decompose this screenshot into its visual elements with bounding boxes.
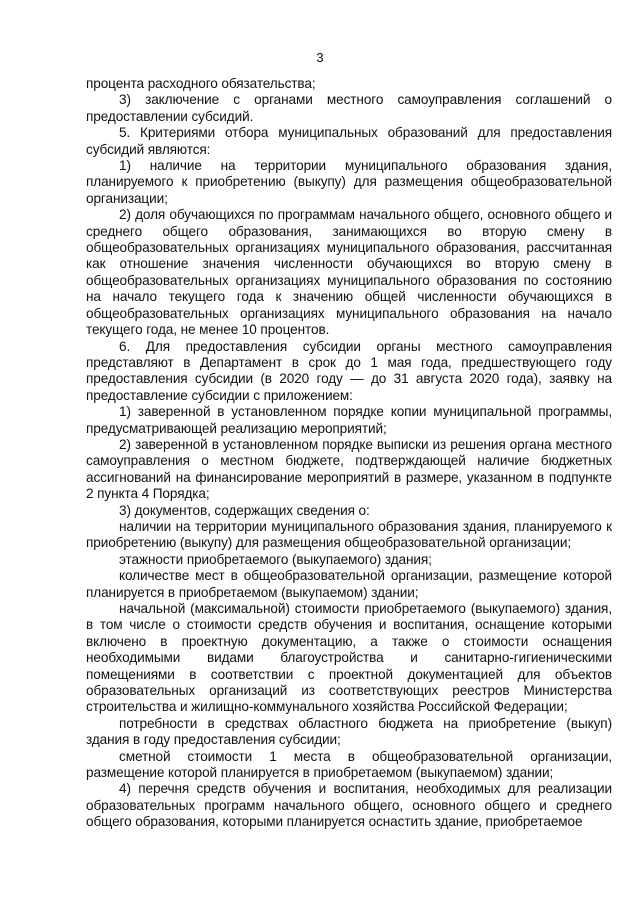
paragraph-section-6: 6. Для предоставления субсидии органы местного самоуправления представляют в Департамент в срок до 1 мая года, предшествующего году предоставления субсидии (в 2020 году — до 31 августа 2020 года), заявку на предоставление субсидии с приложением:: [86, 338, 612, 403]
paragraph-info-floors: этажности приобретаемого (выкупаемого) здания;: [119, 551, 432, 567]
paragraph-attachment-1: 1) заверенной в установленном порядке копии муниципальной программы, предусматривающей реализацию мероприятий;: [86, 404, 612, 436]
paragraph-attachment-2: 2) заверенной в установленном порядке выписки из решения органа местного самоуправления о местном бюджете, подтверждающей наличие бюджетных ассигнований на финансирование мероприятий в размере, указанном в подпункте 2 пункта 4 Порядка;: [86, 436, 612, 502]
paragraph-attachment-3: 3) документов, содержащих сведения о:: [119, 502, 370, 518]
page-number: 3: [316, 50, 324, 65]
paragraph-continuation: процента расходного обязательства;: [86, 76, 316, 91]
paragraph-info-places: количестве мест в общеобразовательной организации, размещение которой планируется в приобретаемом (выкупаемом) здании;: [86, 568, 612, 600]
document-body: [86, 76, 612, 831]
paragraph-section-5: 5. Критериями отбора муниципальных образований для предоставления субсидий являются:: [86, 125, 612, 157]
paragraph-criterion-1: 1) наличие на территории муниципального образования здания, планируемого к приобретению (выкупу) для размещения общеобразовательной организации;: [86, 158, 612, 206]
paragraph-criterion-2: 2) доля обучающихся по программам начального общего, основного общего и среднего общего образования, занимающихся во вторую смену в общеобразовательных организациях муниципального образования, рассчитанная как отношение значения численности обучающихся во вторую смену в общеобразовательных организациях муниципального образования по состоянию на начало текущего года к значению общей численности обучающихся в общеобразовательных организациях муниципального образования на начало текущего года, не менее 10 процентов.: [86, 207, 612, 338]
paragraph-info-building: наличии на территории муниципального образования здания, планируемого к приобретению (выкупу) для размещения общеобразовательной организации;: [86, 518, 612, 551]
paragraph-info-budget-need: потребности в средствах областного бюджета на приобретение (выкуп) здания в году предоставления субсидии;: [86, 715, 612, 748]
paragraph-attachment-4: 4) перечня средств обучения и воспитания, необходимых для реализации образовательных программ начального общего, основного общего и среднего общего образования, которыми планируется оснастить здание, приобретаемое: [86, 781, 612, 830]
paragraph-item-3-agreements: 3) заключение с органами местного самоуправления соглашений о предоставлении субсидий.: [86, 92, 612, 124]
paragraph-info-initial-cost: начальной (максимальной) стоимости приобретаемого (выкупаемого) здания, в том числе о стоимости средств обучения и воспитания, оснащение которыми включено в проектную документацию, а также о стоимости оснащения необходимыми видами благоустройства и санитарно-гигиеническими помещениями в соответствии с проектной документацией для объектов образовательных организаций из соответствующих реестров Министерства строительства и жилищно-коммунального хозяйства Российской Федерации;: [86, 601, 612, 715]
paragraph-info-place-cost: сметной стоимости 1 места в общеобразовательной организации, размещение которой планируется в приобретаемом (выкупаемом) здании;: [86, 748, 612, 781]
